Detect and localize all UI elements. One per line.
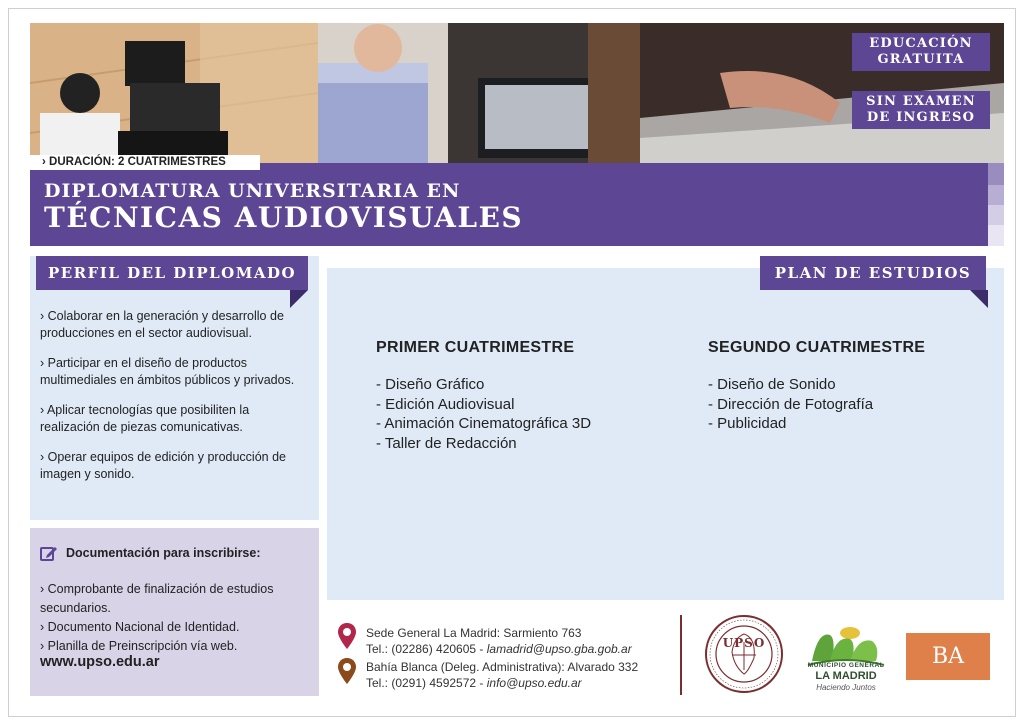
sede-phone: Tel.: (02286) 420605 - [366,642,487,656]
sede-email[interactable]: lamadrid@upso.gba.gob.ar [486,642,632,656]
sede-contact [366,625,632,657]
list-item: › Comprobante de finalización de estudios [40,582,274,596]
camera-operator-illustration [30,23,318,163]
plan-heading: PLAN DE ESTUDIOS [760,256,986,290]
title-line2: TÉCNICAS AUDIOVISUALES [44,201,524,234]
upso-seal-text: UPSO [722,636,766,650]
ribbon-fold [970,290,988,308]
list-item: › Colaborar en la generación y desarrollo de producciones en el sector audiovisual. [40,309,284,340]
title-line1: DIPLOMATURA UNIVERSITARIA EN [44,180,461,202]
bahia-contact [366,659,638,691]
second-term-title: SEGUNDO CUATRIMESTRE [708,339,926,356]
location-pin-icon [338,623,356,649]
documentacion-heading-text: Documentación para inscribirse: [66,546,261,560]
bahia-email[interactable]: info@upso.edu.ar [486,676,582,690]
list-item: - Dirección de Fotografía [708,395,874,413]
list-item: › Aplicar tecnologías que posibiliten la realización de piezas comunicativas. [40,403,250,434]
municipio-small-text: MUNICIPIO GENERAL [807,662,885,669]
edit-icon [40,545,58,561]
documentacion-list [40,580,310,656]
documentacion-heading [40,545,261,561]
accent-square [988,205,1004,225]
accent-square [988,225,1004,246]
website-link[interactable]: www.upso.edu.ar [40,654,160,670]
photo-camera-operator [30,23,318,163]
badge-exam-line1: SIN EXAMEN [866,94,976,109]
list-item: - Diseño de Sonido [708,376,836,393]
perfil-heading: PERFIL DEL DIPLOMADO [36,256,308,290]
footer-divider [680,615,682,695]
bahia-address: Bahía Blanca (Deleg. Administrativa): Alvarado 332 [366,660,639,674]
badge-exam-line2: DE INGRESO [866,110,976,125]
accent-square [988,163,1004,185]
badge-free-line2: GRATUITA [877,52,965,67]
list-item: › Participar en el diseño de productos multimediales en ámbitos públicos y privados. [40,356,295,387]
municipio-tagline: Haciendo Juntos [816,683,876,692]
photo-editor-laptop [318,23,640,163]
badge-no-exam [852,91,990,129]
list-item: › Documento Nacional de Identidad. [40,620,240,634]
list-item: › Operar equipos de edición y producción de imagen y sonido. [40,450,286,481]
duration-label: › DURACIÓN: 2 CUATRIMESTRES [30,155,260,170]
list-item: - Publicidad [708,415,787,432]
badge-free-line1: EDUCACIÓN [869,36,973,51]
list-item: secundarios. [40,601,111,615]
location-pin-icon [338,658,356,684]
accent-square [988,185,1004,205]
municipio-name: LA MADRID [815,670,877,682]
list-item: - Edición Audiovisual [376,395,515,413]
list-item: - Taller de Redacción [376,434,517,452]
list-item: - Animación Cinematográfica 3D [376,415,592,432]
perfil-list [40,308,310,496]
first-term-subjects [376,375,591,453]
first-term-title: PRIMER CUATRIMESTRE [376,339,575,356]
list-item: - Diseño Gráfico [376,376,485,393]
ribbon-fold [290,290,308,308]
ba-logo: BA [906,633,990,680]
second-term-subjects [708,375,873,434]
badge-free-education [852,33,990,71]
sede-address: Sede General La Madrid: Sarmiento 763 [366,626,582,640]
editor-laptop-illustration [318,23,640,163]
list-item: › Planilla de Preinscripción vía web. [40,639,238,653]
upso-seal-logo [704,614,784,694]
bahia-phone: Tel.: (0291) 4592572 - [366,676,487,690]
